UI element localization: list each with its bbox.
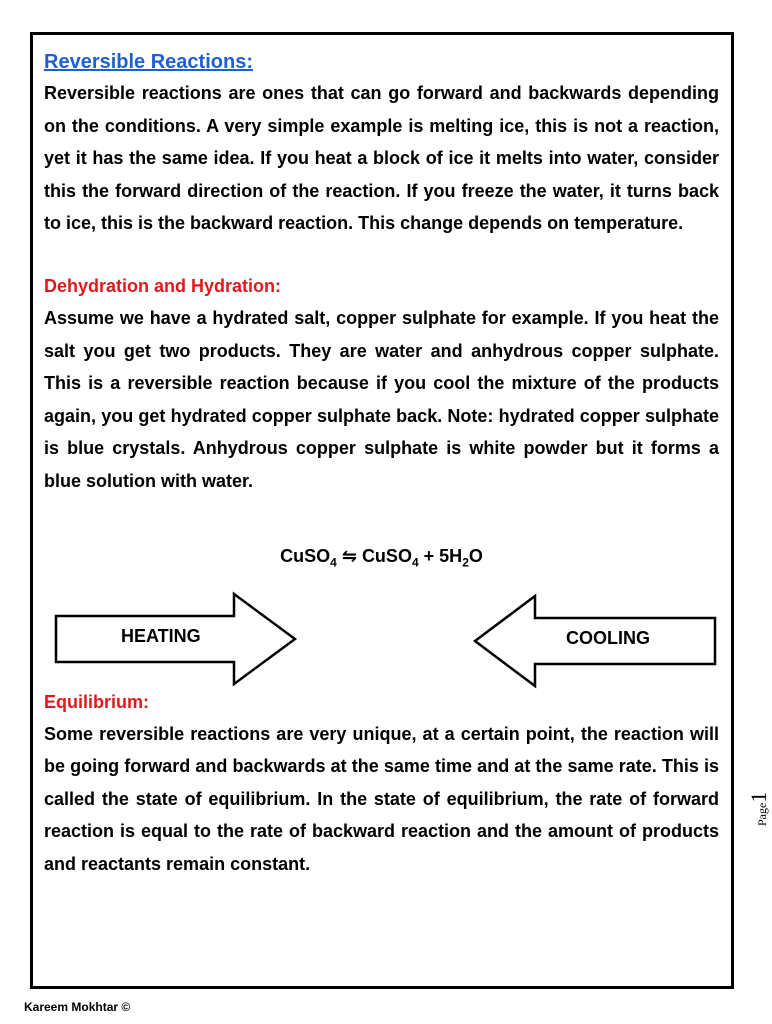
content	[44, 47, 719, 881]
hydration-paragraph: Assume we have a hydrated salt, copper sulphate for example. If you heat the salt you get two products. They are water and anhydrous copper sulphate. This is a reversible reaction because if you cool the mixture of the products again, you get hydrated copper sulphate back. Note: hydrated copper sulphate is blue crystals. Anhydrous copper sulphate is white powder but it forms a blue solution with water.	[44, 307, 719, 491]
cooling-label: COOLING	[566, 627, 650, 648]
reversible-reactions-paragraph: Reversible reactions are ones that can go forward and backwards depending on the conditions. A very simple example is melting ice, this is not a reaction, yet it has the same idea. If you heat a block of ice it melts into water, consider this the forward direction of the reaction. If you freeze the water, it turns back to ice, this is the backward reaction. This change depends on temperature.	[44, 83, 719, 234]
equilibrium-heading: Equilibrium:	[44, 691, 149, 712]
reaction-equation: CuSO$_4$ ⇋ CuSO$_4$ + $5H_2O$	[280, 545, 483, 570]
page-number: Page1	[746, 791, 771, 826]
hydration-heading: Dehydration and Hydration:	[44, 275, 282, 296]
page-frame	[30, 32, 734, 989]
reversible-reactions-heading: Reversible Reactions:	[44, 51, 253, 73]
equilibrium-paragraph: Some reversible reactions are very unique, at a certain point, the reaction will be going forward and backwards at the same time and at the same rate. This is called the state of equilibrium. In the state of equilibrium, the rate of forward reaction is equal to the rate of backward reaction and the amount of products and reactants remain constant.	[44, 723, 719, 874]
heating-label: HEATING	[121, 625, 201, 646]
heating-cooling-arrows	[44, 576, 719, 686]
footer-author: Kareem Mokhtar ©	[24, 1000, 131, 1014]
equilibrium-arrow-icon: ⇋	[341, 545, 357, 566]
